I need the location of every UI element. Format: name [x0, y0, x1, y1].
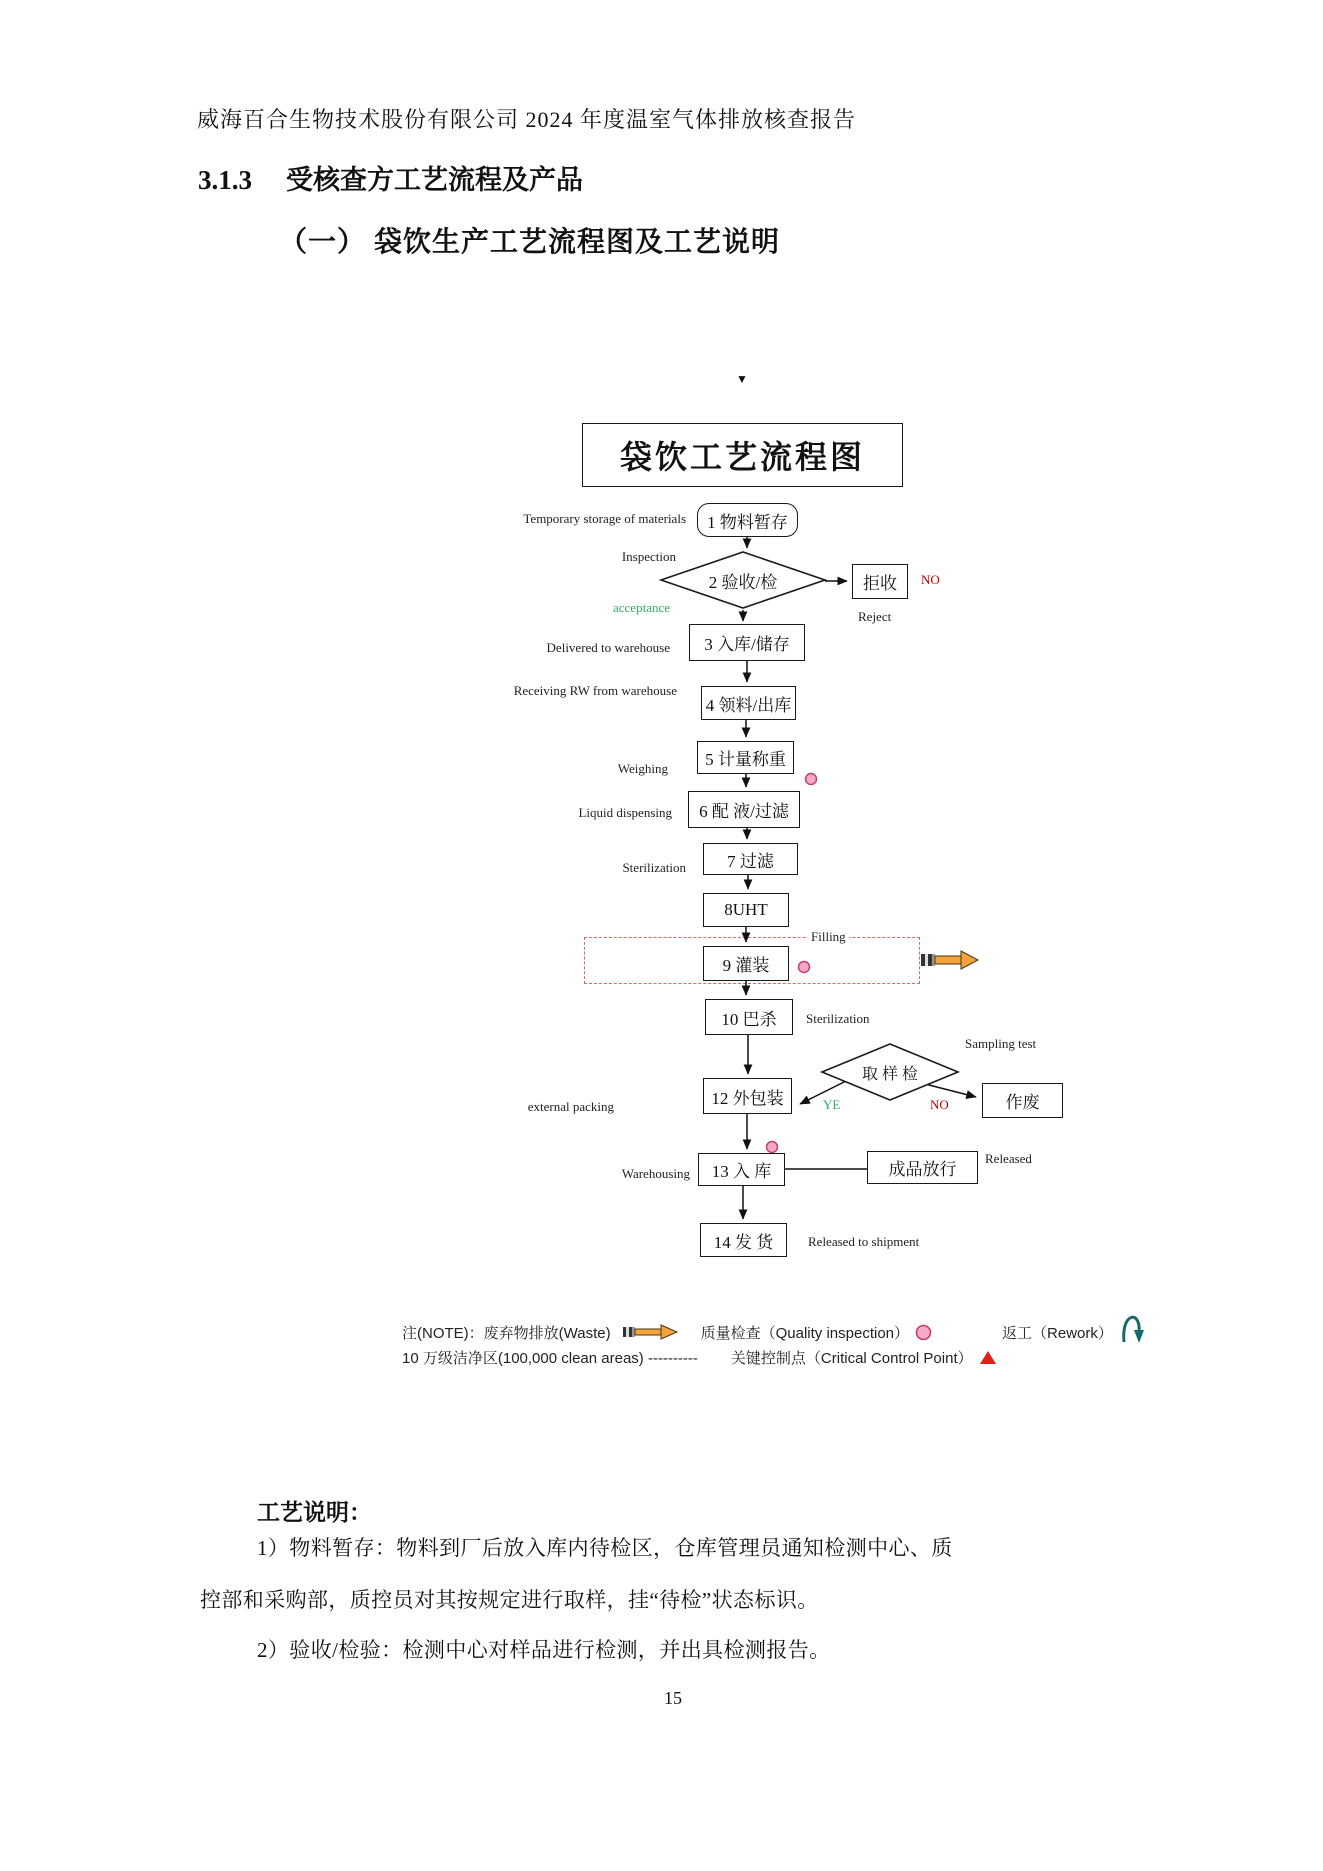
- step-box-6: 6 配 液/过滤: [688, 791, 800, 828]
- page-number: 15: [664, 1688, 682, 1708]
- decision-label-inspection: 2 验收/检: [708, 572, 778, 592]
- process-description-heading: 工艺说明：: [257, 1499, 372, 1525]
- label-acceptance: acceptance: [613, 600, 671, 615]
- page-header: 威海百合生物技术股份有限公司 2024 年度温室气体排放核查报告: [197, 107, 857, 132]
- label-ye: YE: [823, 1097, 841, 1112]
- connector-arrow-no2: [925, 1084, 976, 1097]
- label-liquid-dispensing: Liquid dispensing: [578, 805, 672, 820]
- label-no-reject: NO: [921, 572, 940, 587]
- step-box-10: 10 巴杀: [705, 999, 793, 1035]
- quality-circle-legend-icon: [915, 1324, 932, 1341]
- ccp-triangle-legend-icon: [979, 1350, 997, 1365]
- legend-row-2: [402, 1347, 997, 1368]
- legend-clean-area-label: 10 万级洁净区(100,000 clean areas) ----------: [402, 1350, 698, 1367]
- step-box-1: 1 物料暂存: [697, 503, 798, 537]
- subsection-heading: （一） 袋饮生产工艺流程图及工艺说明: [279, 227, 781, 258]
- label-inspection: Inspection: [621, 549, 676, 564]
- rework-legend-icon: [1119, 1302, 1147, 1344]
- legend-ccp-label: 关键控制点（Critical Control Point）: [730, 1350, 973, 1367]
- flowchart-title: 袋饮工艺流程图: [582, 423, 903, 487]
- label-released: Released: [985, 1151, 1032, 1166]
- label-no-sample: NO: [930, 1097, 949, 1112]
- label-external-packing: external packing: [527, 1099, 614, 1114]
- label-pasteurization: Sterilization: [806, 1011, 870, 1026]
- step-box-3: 3 入库/储存: [689, 624, 805, 661]
- description-line-3: 2）验收/检验：检测中心对样品进行检测，并出具检测报告。: [257, 1638, 831, 1662]
- step-box-5: 5 计量称重: [697, 741, 794, 774]
- label-receiving: Receiving RW from warehouse: [513, 683, 677, 698]
- step-box-13: 13 入 库: [698, 1153, 785, 1186]
- label-sterilization: Sterilization: [622, 860, 686, 875]
- label-weighing: Weighing: [617, 761, 668, 776]
- decision-label-sampling: 取 样 检: [861, 1065, 918, 1083]
- quality-check-circle: [767, 1142, 778, 1153]
- step-box-14: 14 发 货: [700, 1223, 787, 1257]
- waste-arrow-legend-icon: [623, 1324, 679, 1340]
- step-box-4: 4 领料/出库: [701, 686, 796, 720]
- release-box: 成品放行: [867, 1151, 978, 1184]
- legend-row-1: [402, 1320, 1147, 1344]
- section-number: 3.1.3: [198, 165, 252, 195]
- legend-rework-label: 返工（Rework）: [1002, 1324, 1113, 1342]
- reject-box: 拒收: [852, 564, 908, 599]
- label-sampling-test: Sampling test: [965, 1036, 1037, 1051]
- label-temporary-storage: Temporary storage of materials: [523, 511, 686, 526]
- step-box-12: 12 外包装: [703, 1078, 792, 1114]
- label-warehousing: Warehousing: [621, 1166, 690, 1181]
- description-line-1: 1）物料暂存：物料到厂后放入库内待检区，仓库管理员通知检测中心、质: [257, 1536, 953, 1560]
- step-box-8: 8UHT: [703, 893, 789, 927]
- description-line-2: 控部和采购部，质控员对其按规定进行取样，挂“待检”状态标识。: [200, 1588, 819, 1612]
- top-triangle-marker: ▼: [736, 372, 748, 386]
- quality-check-circle: [799, 962, 810, 973]
- step-box-7: 7 过滤: [703, 843, 798, 875]
- legend-waste-label: 注(NOTE)：废弃物排放(Waste): [402, 1324, 611, 1342]
- label-reject: Reject: [858, 609, 892, 624]
- step-box-9: 9 灌装: [703, 946, 789, 981]
- quality-check-circle: [806, 774, 817, 785]
- section-title: 受核查方工艺流程及产品: [286, 165, 583, 195]
- scrap-box: 作废: [982, 1083, 1063, 1118]
- label-filling: Filling: [808, 929, 849, 945]
- legend-quality-label: 质量检查（Quality inspection）: [700, 1324, 910, 1342]
- label-delivered: Delivered to warehouse: [546, 640, 670, 655]
- label-released-shipment: Released to shipment: [808, 1234, 920, 1249]
- waste-arrow-icon: [921, 951, 978, 969]
